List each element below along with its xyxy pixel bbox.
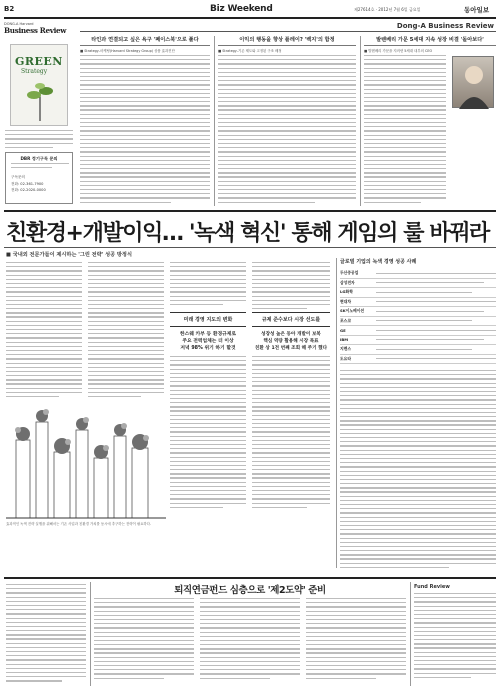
pull-quote-4-line-3: 친환 상 1전 번째 조회 해 주기 했다 <box>254 346 328 351</box>
main-col-3b <box>170 356 246 511</box>
main-kicker: ■ 국내외 전문가들이 제시하는 '그린 전략' 성공 방정식 <box>6 252 132 258</box>
top-article-3-sub: ■ 발렌베리 가문을 지켜낸 5세대 내부의 CEO <box>364 49 433 53</box>
pull-quote-4-line-2: 핵심 역량 활용해 시장 목표 <box>263 339 319 344</box>
case-table-row <box>340 345 496 355</box>
top-article-2-sub: ■ Strategy-기존 제도와 고정된 구조 배정 <box>218 49 282 53</box>
dbr-logo <box>4 22 74 40</box>
top-article-3 <box>364 36 496 206</box>
case-table-row <box>340 355 496 365</box>
bottom-divider <box>4 577 496 579</box>
dbr-logo-main: Business Review <box>4 26 67 35</box>
case-table <box>340 258 496 364</box>
case-table-row-text <box>376 301 496 302</box>
main-col-3 <box>170 262 246 308</box>
section-divider <box>4 210 496 212</box>
case-table-title: 글로벌 기업의 녹색 경영 성공 사례 <box>340 259 417 265</box>
case-table-row-label: 현대차 <box>340 298 352 304</box>
top-article-2-headline[interactable]: 이익의 행동을 향상 플레이? '백지'의 함정 <box>239 37 335 43</box>
case-table-row <box>340 336 496 346</box>
main-headline[interactable]: 친환경+개발이익… '녹색 혁신' 통해 게임의 룰 바꿔라 <box>6 221 489 246</box>
pull-quote-1-line: 미래 경영 지도의 변화 <box>183 317 233 323</box>
case-table-row-text <box>376 273 496 274</box>
bottom-col-1 <box>6 584 86 685</box>
main-col-4 <box>252 262 330 312</box>
case-table-row <box>340 326 496 336</box>
phone-2[interactable]: 전화: 02-2020-0000 <box>11 188 46 192</box>
order-title: DBR 정기구독 문의 <box>20 156 58 161</box>
series-title: Dong-A Business Review <box>396 22 494 30</box>
case-table-row-label: 지멘스 <box>340 346 352 352</box>
case-table-row-label: LG화학 <box>340 289 353 295</box>
main-col-2 <box>88 262 164 400</box>
section-name: Biz Weekend <box>210 4 273 14</box>
bottom-article <box>94 582 406 596</box>
case-table-row <box>340 279 496 289</box>
pull-quote-2-line-1: 한스웨 카부 등 환경규제로 <box>180 332 236 337</box>
phone-1[interactable]: 전화: 02-361-7900 <box>11 182 44 186</box>
pull-quote-3-line: 규제 준수보다 시장 선도를 <box>261 317 321 323</box>
case-table-row-text <box>376 330 496 331</box>
case-table-row-label: 두산중공업 <box>340 270 359 276</box>
main-col-1 <box>6 262 82 400</box>
case-table-row-text <box>376 282 484 283</box>
series-banner <box>80 22 496 32</box>
top-article-1-headline[interactable]: 타인과 연결되고 싶은 욕구 '페이스북'으로 풀다 <box>91 37 199 43</box>
paper-name: 동아일보 <box>464 6 490 14</box>
magazine-cover <box>10 44 68 126</box>
illustration-caption: 효과적인 녹색 전략 실행을 위해서는 기존 사업과 친환경 가치를 동시에 추구하는 전략이 필요하다. <box>6 522 152 526</box>
cover-plant-illustration <box>25 81 55 121</box>
top-article-2 <box>218 36 356 206</box>
case-table-row-label: 도요타 <box>340 355 352 361</box>
pull-quote-2 <box>170 329 246 354</box>
bottom-headline[interactable]: 퇴직연금펀드 심층으로 '제2도약' 준비 <box>174 585 326 596</box>
person-photo-icon <box>453 57 495 109</box>
phone-label: 구독문의 <box>11 175 25 179</box>
case-table-rows <box>340 269 496 364</box>
case-table-row-text <box>376 311 484 312</box>
header-rule <box>4 17 496 19</box>
pull-quote-1 <box>170 312 246 327</box>
case-table-row-label: GE <box>340 327 346 333</box>
sidebar-description <box>5 130 73 151</box>
green-city-illustration <box>6 400 166 520</box>
fund-review-label: Fund Review <box>414 584 450 590</box>
top-article-1-sub: ■ Strategy-마케팅(Harvard Strategy Group) 상품 효과진단 <box>80 49 175 53</box>
cover-title: GREEN <box>15 55 63 68</box>
case-table-row-label: 포스코 <box>340 317 352 323</box>
pull-quote-4-line-1: 성장성 높은 동아 개발이 보복 <box>261 332 321 337</box>
pull-quote-4 <box>252 329 330 354</box>
page-number: B2 <box>4 5 15 13</box>
case-table-row-text <box>376 358 496 359</box>
fund-review-box <box>414 584 496 593</box>
case-table-row-text <box>376 292 472 293</box>
pull-quote-2-line-2: 주요 전력업체는 더 이상 <box>182 339 234 344</box>
case-table-row-text <box>376 320 472 321</box>
cover-subtitle: Strategy <box>21 68 48 75</box>
dbr-logo-top: DONG-A Harvard <box>4 22 34 26</box>
page-header <box>4 4 496 16</box>
case-table-row <box>340 269 496 279</box>
top-article-1 <box>80 36 210 206</box>
right-col-text <box>340 370 496 571</box>
top-article-3-headline[interactable]: 발렌베리 가문 5세대 지속 성장 비결 '돌아보다' <box>376 37 484 43</box>
case-table-row <box>340 317 496 327</box>
pull-quote-3 <box>252 312 330 327</box>
case-table-row <box>340 307 496 317</box>
case-table-row-label: 삼성전자 <box>340 279 355 285</box>
case-table-row-label: IBM <box>340 337 349 343</box>
dateline: 제27614호 · 2012년 7월 6일 금요일 <box>354 7 421 12</box>
main-col-4b <box>252 356 330 511</box>
case-table-row-text <box>376 339 484 340</box>
pull-quote-2-line-3: 저녁 98% 위기 하기 할것 <box>180 346 236 351</box>
subscription-box <box>5 152 73 204</box>
case-table-row <box>340 288 496 298</box>
author-photo <box>452 56 494 108</box>
case-table-row-label: SK이노베이션 <box>340 308 365 314</box>
case-table-row <box>340 298 496 308</box>
case-table-row-text <box>376 349 472 350</box>
